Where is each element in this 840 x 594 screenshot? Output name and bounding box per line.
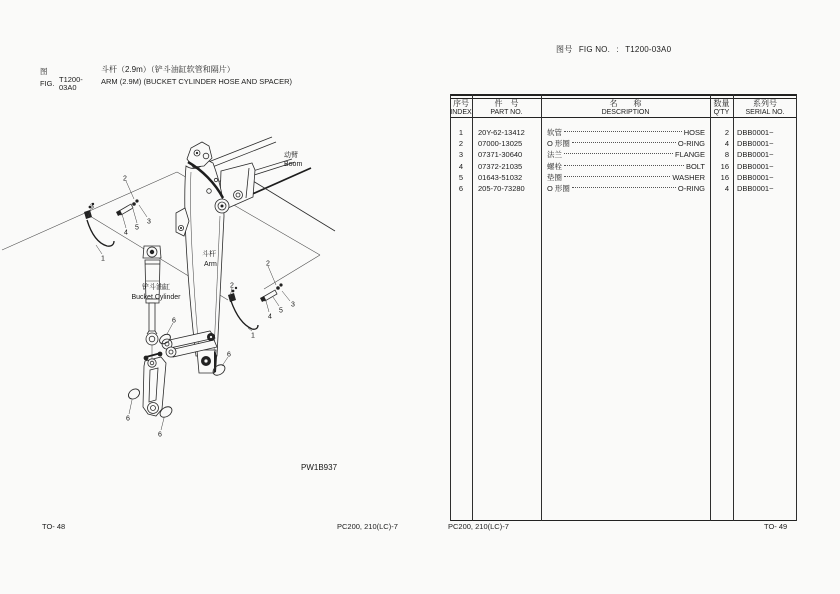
fig-colon: : [616, 45, 619, 54]
cell-part-no: 01643-51032 [478, 172, 523, 182]
dot-leader [564, 152, 673, 154]
cell-qty: 4 [724, 139, 729, 149]
col-header-serial-cn: 系列号 [753, 99, 777, 109]
callout-number: 4 [268, 313, 272, 321]
callout-leader [273, 297, 279, 306]
model-code-left: PC200, 210(LC)-7 [337, 522, 398, 531]
callout-number: 1 [101, 255, 105, 263]
cell-index: 5 [458, 172, 464, 182]
dot-leader [564, 164, 684, 166]
cell-desc-en: O-RING [677, 184, 705, 194]
cell-index: 2 [458, 139, 464, 149]
callout-number: 6 [126, 415, 130, 423]
cell-part-no: 07000-13025 [478, 139, 523, 149]
cell-part-no: 07372-21035 [478, 161, 523, 171]
cell-index: 3 [458, 150, 464, 160]
cell-desc-en: WASHER [672, 172, 705, 182]
cell-serial: DBB0001~ [737, 139, 774, 149]
callout-leader [167, 323, 173, 334]
cell-description [541, 161, 710, 172]
fig-caption-en: FIG. [40, 79, 55, 89]
table-row [450, 149, 797, 160]
cell-qty: 4 [724, 184, 729, 194]
callout-leader [129, 400, 132, 414]
cell-qty: 16 [720, 161, 729, 171]
cell-serial: DBB0001~ [737, 172, 774, 182]
col-header-index-en: INDEX [450, 108, 472, 116]
cell-qty: 16 [720, 172, 729, 182]
cell-index: 4 [458, 161, 464, 171]
col-header-desc-en: DESCRIPTION [601, 108, 650, 116]
table-row [450, 172, 797, 183]
cell-part-no: 205-70-73280 [478, 184, 525, 194]
cell-desc-en: BOLT [685, 161, 705, 171]
callout-number: 5 [135, 224, 139, 232]
cell-description [541, 149, 710, 160]
fig-label-en: FIG NO. [578, 45, 611, 54]
cell-desc-cn: O 形圈 [547, 139, 570, 149]
callout-leader [126, 181, 134, 199]
page-title-en: ARM (2.9M) (BUCKET CYLINDER HOSE AND SPACER) [101, 76, 293, 86]
cell-desc-cn: 螺栓 [547, 161, 562, 171]
dot-leader [564, 175, 670, 177]
cell-desc-cn: 垫圈 [547, 172, 562, 182]
dot-leader [572, 186, 676, 188]
col-header-serial-en: SERIAL NO. [745, 108, 785, 116]
callout-number: 3 [147, 218, 151, 226]
cell-description [541, 127, 710, 138]
callout-number: 6 [172, 317, 176, 325]
cell-desc-en: FLANGE [674, 150, 705, 160]
fig-label-cn: 图号 [556, 45, 573, 54]
parts-table-rows [450, 127, 797, 194]
col-header-desc-cn: 名 称 [609, 99, 642, 109]
fig-number-value: T1200-03A0 [625, 45, 672, 54]
cell-serial: DBB0001~ [737, 184, 774, 194]
table-row [450, 183, 797, 194]
arm-label-cn: 斗杆 [202, 251, 216, 258]
boom-label-en: Boom [284, 161, 303, 168]
arm-label-en: Arm [204, 261, 217, 268]
callout-number: 1 [251, 332, 255, 340]
phantom-lines [2, 172, 320, 300]
col-header-index [450, 98, 472, 118]
callout-number: 6 [158, 431, 162, 439]
col-header-qty-en: Q'TY [713, 108, 730, 116]
parts-table [450, 94, 797, 521]
cell-desc-en: O-RING [677, 139, 705, 149]
cell-description [541, 183, 710, 194]
callout-number: 6 [227, 351, 231, 359]
table-row [450, 138, 797, 149]
callout-leader [268, 266, 276, 285]
cell-serial: DBB0001~ [737, 150, 774, 160]
col-header-index-cn: 序号 [453, 99, 469, 109]
callout-number: 5 [279, 307, 283, 315]
col-header-qty [710, 98, 733, 118]
drawing-number: PW1B937 [301, 463, 338, 472]
cell-qty: 2 [724, 128, 729, 138]
bucket-cylinder-label-cn: 铲斗油缸 [142, 284, 170, 291]
col-header-qty-cn: 数量 [713, 99, 730, 109]
cell-part-no: 07371-30640 [478, 150, 523, 160]
cell-index: 1 [458, 128, 464, 138]
col-header-part-en: PART NO. [490, 108, 523, 116]
cell-desc-cn: 法兰 [547, 150, 562, 160]
table-bottom-rule [450, 520, 797, 522]
callout-number: 2 [230, 282, 234, 290]
dot-leader [564, 130, 682, 132]
boom-label-cn: 动臂 [284, 152, 298, 159]
hose-assembly-right [228, 283, 283, 329]
cell-serial: DBB0001~ [737, 161, 774, 171]
callout-leader [133, 209, 137, 223]
callout-number: 2 [123, 175, 127, 183]
bucket-cylinder-label-en: Bucket Cylinder [131, 294, 181, 301]
callout-number: 2 [266, 260, 270, 268]
cell-description [541, 138, 710, 149]
page-number-left: TO- 48 [42, 522, 66, 531]
fig-caption-cn: 图 [40, 67, 48, 76]
cell-desc-cn: 软管 [547, 128, 562, 138]
model-code-right: PC200, 210(LC)-7 [448, 522, 509, 531]
cell-desc-cn: O 形圈 [547, 184, 570, 194]
table-row [450, 127, 797, 138]
col-header-serial [733, 98, 797, 118]
title-fig-no: T1200-03A0 [59, 75, 83, 93]
callout-leader [122, 214, 126, 228]
parts-diagram [0, 0, 450, 500]
cell-index: 6 [458, 184, 464, 194]
cell-serial: DBB0001~ [737, 128, 774, 138]
callout-leader [282, 291, 290, 301]
fig-number-header [556, 44, 675, 55]
col-header-description [541, 98, 710, 118]
page-title-cn: 斗杆（2.9m）（铲斗油缸软管和隔片） [101, 65, 235, 74]
callout-leader [96, 245, 102, 254]
callout-leader [266, 301, 269, 312]
cell-desc-en: HOSE [683, 128, 705, 138]
cell-description [541, 172, 710, 183]
dot-leader [572, 141, 676, 143]
col-header-part-no [472, 98, 541, 118]
cell-part-no: 20Y-62-13412 [478, 128, 525, 138]
callout-leader [161, 418, 164, 430]
callout-leader [139, 205, 147, 217]
col-header-part-cn: 件 号 [494, 99, 519, 109]
callout-number: 4 [124, 229, 128, 237]
page-number-right: TO- 49 [764, 522, 788, 531]
table-row [450, 161, 797, 172]
cell-qty: 8 [724, 150, 729, 160]
callout-number: 3 [291, 301, 295, 309]
bucket-cylinder [143, 246, 161, 359]
callout-number: 3 [90, 203, 94, 211]
table-top-rule [450, 94, 797, 96]
